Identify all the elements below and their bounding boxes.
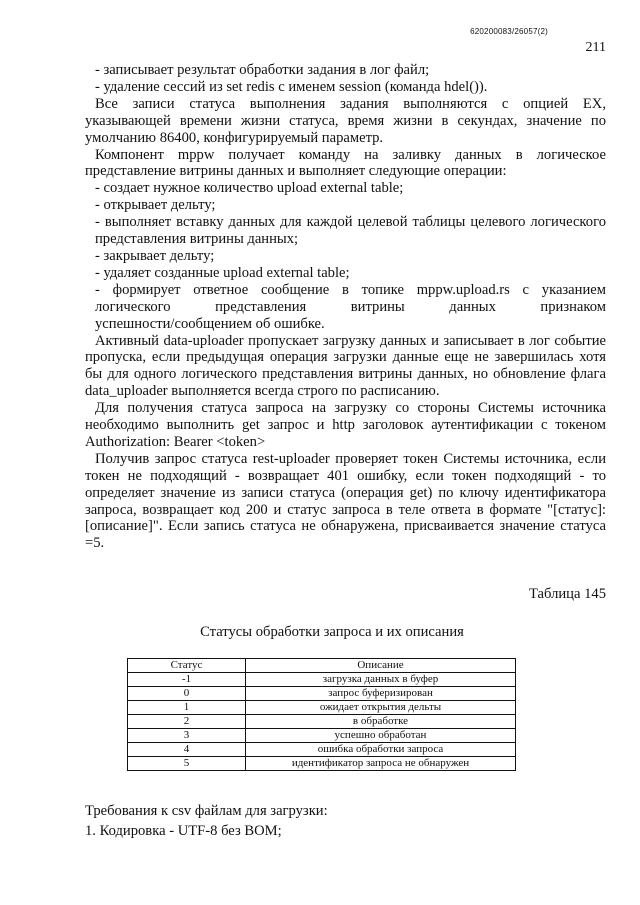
status-code: 2 (128, 715, 246, 729)
bullet-delete-sessions: - удаление сессий из set redis с именем session (команда hdel()). (95, 78, 488, 95)
paragraph-status-records: Все записи статуса выполнения задания выполняются с опцией EX, указывающей времени жизни статуса, время жизни в секундах, значение по умолчанию 86400, конфигурируемый параметр. (85, 95, 606, 146)
status-description: запрос буферизирован (246, 687, 516, 701)
status-description: ошибка обработки запроса (246, 743, 516, 757)
status-code: 0 (128, 687, 246, 701)
operation-item: - создает нужное количество upload external table; (95, 180, 404, 197)
status-code: 5 (128, 757, 246, 771)
paragraph-mppw: Компонент mppw получает команду на заливку данных в логическое представление витрины данных и выполняет следующие операции: (85, 146, 606, 180)
status-description: ожидает открытия дельты (246, 701, 516, 715)
paragraph-data-uploader: Активный data-uploader пропускает загрузку данных и записывает в лог событие пропуска, если предыдущая операция загрузки данные еще не завершилась хотя бы для одного логического представления витрины данных, но обновление флага data_uploader выполняется всегда строго по расписанию. (85, 332, 606, 400)
operation-item: - открывает дельту; (95, 197, 216, 214)
requirements-heading: Требования к csv файлам для загрузки: (85, 803, 328, 819)
paragraph-rest-uploader: Получив запрос статуса rest-uploader проверяет токен Системы источника, если токен не подходящий - возвращает 401 ошибку, если токен подходящий - то определяет значение из записи статуса (операция get) по ключу идентификатора запроса, возвращает код 200 и статус запроса в теле ответа в формате "[статус]:[описание]". Если запись статуса не обнаружена, присваивается значение статуса =5. (85, 450, 606, 552)
status-code: -1 (128, 673, 246, 687)
status-description: в обработке (246, 715, 516, 729)
operation-item: - удаляет созданные upload external table; (95, 264, 350, 281)
status-description: успешно обработан (246, 729, 516, 743)
requirement-item: 1. Кодировка - UTF-8 без BOM; (85, 823, 282, 839)
status-description: загрузка данных в буфер (246, 673, 516, 687)
table-row (128, 757, 516, 771)
operation-item: - закрывает дельту; (95, 247, 215, 264)
csv-requirements (85, 801, 328, 841)
operation-item-response: - формирует ответное сообщение в топике mppw.upload.rs с указанием логического представления витрины данных признаком (95, 281, 606, 315)
table-header-row (128, 659, 516, 673)
table-row (128, 701, 516, 715)
bullet-write-log: - записывает результат обработки задания в лог файл; (95, 62, 430, 78)
operation-item: - выполняет вставку данных для каждой целевой таблицы целевого логического представления витрины данных; (95, 214, 606, 248)
status-code: 4 (128, 743, 246, 757)
status-description: идентификатор запроса не обнаружен (246, 757, 516, 771)
document-id: 620200083/26057(2) (470, 27, 548, 36)
table-row (128, 687, 516, 701)
paragraph-get-status: Для получения статуса запроса на загрузку со стороны Системы источника необходимо выполнить get запрос и http заголовок аутентификации с токеном Authorization: Bearer <token> (85, 400, 606, 450)
status-code: 3 (128, 729, 246, 743)
status-table (127, 658, 516, 771)
header-description: Описание (246, 659, 516, 673)
status-code: 1 (128, 701, 246, 715)
header-status: Статус (128, 659, 246, 673)
body-text (85, 62, 606, 552)
table-title: Статусы обработки запроса и их описания (200, 624, 464, 640)
operation-item-response-cont: успешности/сообщением об ошибке. (95, 315, 325, 332)
table-row (128, 673, 516, 687)
table-label: Таблица 145 (528, 586, 606, 602)
table-row (128, 743, 516, 757)
page-number: 211 (585, 40, 606, 55)
table-row (128, 715, 516, 729)
table-row (128, 729, 516, 743)
